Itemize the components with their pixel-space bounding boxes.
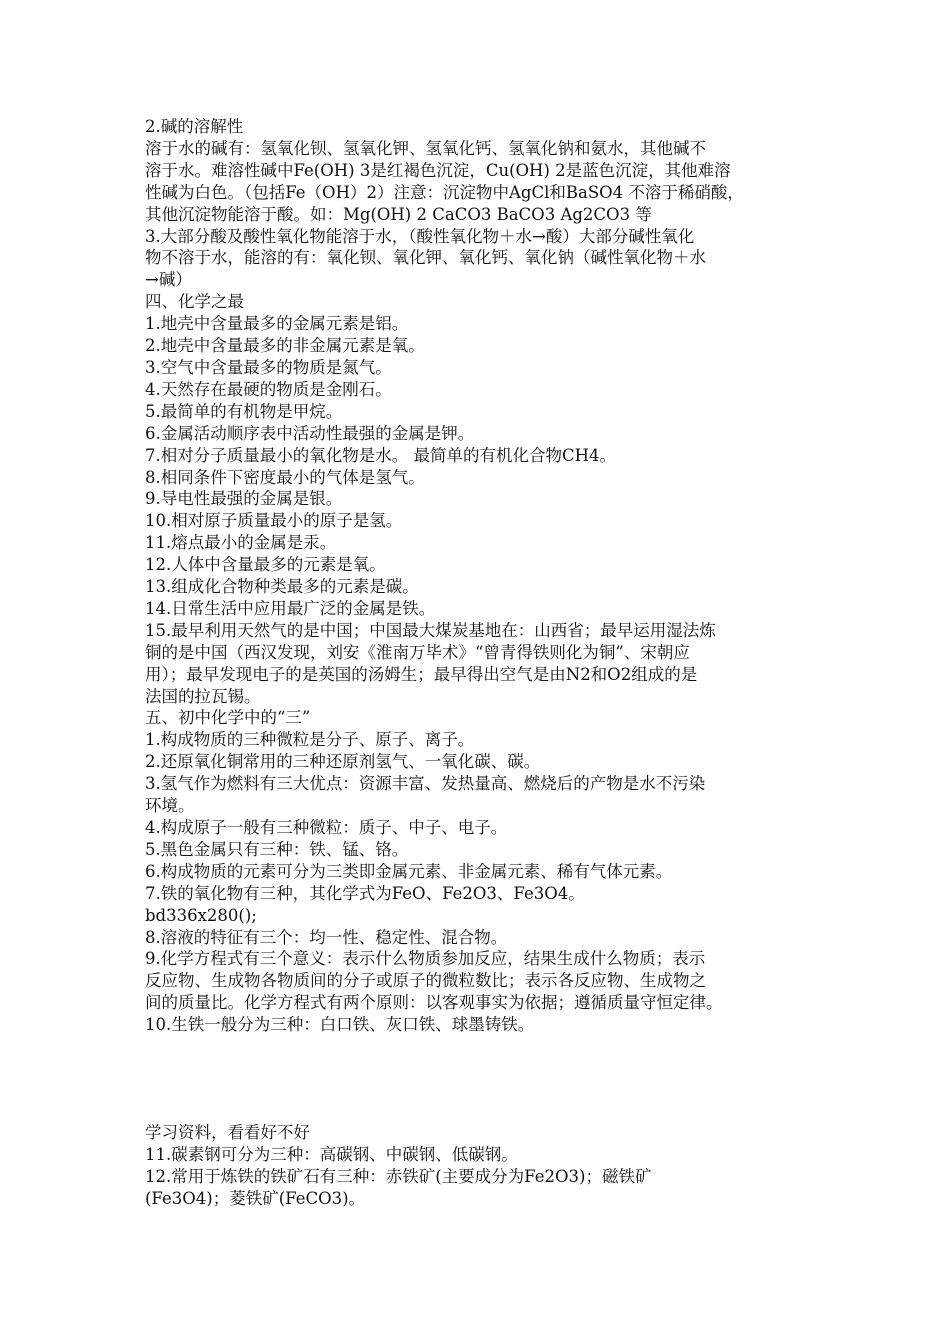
section-heading: 五、初中化学中的“三” (145, 708, 311, 728)
text-line: 15.最早利用天然气的是中国；中国最大煤炭基地在：山西省；最早运用湿法炼 (145, 620, 716, 640)
text-line: 11.熔点最小的金属是汞。 (145, 533, 337, 553)
text-line: 2.碱的溶解性 (145, 117, 244, 136)
text-line: 物不溶于水，能溶的有：氧化钡、氧化钾、氧化钙、氧化钠（碱性氧化物＋水 (145, 248, 706, 268)
text-line: 5.黑色金属只有三种：铁、锰、铬。 (145, 839, 409, 859)
text-line: 10.相对原子质量最小的原子是氢。 (145, 511, 403, 531)
text-line: 4.构成原子一般有三种微粒：质子、中子、电子。 (145, 818, 508, 837)
text-line: 9.导电性最强的金属是银。 (145, 489, 343, 509)
text-line: 间的质量比。化学方程式有两个原则：以客观事实为依据；遵循质量守恒定律。 (145, 993, 723, 1013)
text-line: bd336x280(); (145, 905, 257, 925)
text-line: 12.人体中含量最多的元素是氧。 (145, 555, 386, 575)
text-line: 11.碳素钢可分为三种：高碳钢、中碳钢、低碳钢。 (145, 1144, 518, 1164)
text-line: 7.相对分子质量最小的氧化物是水。 最简单的有机化合物CH4。 (145, 445, 616, 465)
text-line: 3.氢气作为燃料有三大优点：资源丰富、发热量高、燃烧后的产物是水不污染 (145, 774, 706, 794)
text-line: 法国的拉瓦锡。 (145, 686, 261, 706)
text-line: 其他沉淀物能溶于酸。如：Mg(OH) 2 CaCO3 BaCO3 Ag2CO3 等 (145, 204, 652, 224)
text-line: 3.空气中含量最多的物质是氮气。 (145, 357, 392, 377)
text-line: 12.常用于炼铁的铁矿石有三种：赤铁矿(主要成分为Fe2O3)；磁铁矿 (145, 1166, 652, 1186)
text-line: 6.金属活动顺序表中活动性最强的金属是钾。 (145, 423, 475, 443)
text-line: 13.组成化合物种类最多的元素是碳。 (145, 577, 419, 597)
text-line: 1.构成物质的三种微粒是分子、原子、离子。 (145, 730, 475, 750)
text-line: 3.大部分酸及酸性氧化物能溶于水，（酸性氧化物＋水→酸）大部分碱性氧化 (145, 226, 695, 246)
text-line: 环境。 (145, 796, 195, 816)
text-line: 6.构成物质的元素可分为三类即金属元素、非金属元素、稀有气体元素。 (145, 861, 673, 881)
text-line: 溶于水的碱有：氢氧化钡、氢氧化钾、氢氧化钙、氢氧化钠和氨水，其他碱不 (145, 138, 706, 158)
text-line: 溶于水。难溶性碱中Fe(OH) 3是红褐色沉淀，Cu(OH) 2是蓝色沉淀，其他难溶 (145, 160, 731, 180)
text-line: 8.溶液的特征有三个：均一性、稳定性、混合物。 (145, 927, 508, 947)
text-line: 性碱为白色。（包括Fe（OH）2）注意：沉淀物中AgCl和BaSO4 不溶于稀硝酸， (145, 182, 744, 202)
section-heading: 四、化学之最 (145, 292, 244, 312)
text-line: (Fe3O4)；菱铁矿(FeCO3)。 (145, 1188, 366, 1208)
text-line: 8.相同条件下密度最小的气体是氢气。 (145, 467, 425, 487)
text-line: 14.日常生活中应用最广泛的金属是铁。 (145, 598, 436, 618)
text-line: 2.地壳中含量最多的非金属元素是氧。 (145, 336, 425, 356)
text-line: 2.还原氧化铜常用的三种还原剂氢气、一氧化碳、碳。 (145, 752, 541, 772)
text-line: 用）；最早发现电子的是英国的汤姆生；最早得出空气是由N2和O2组成的是 (145, 664, 698, 684)
text-line: 5.最简单的有机物是甲烷。 (145, 401, 343, 421)
text-line: 7.铁的氧化物有三种，其化学式为FeO、Fe2O3、Fe3O4。 (145, 883, 585, 903)
footer-text-block (145, 1122, 810, 1210)
text-line: 4.天然存在最硬的物质是金刚石。 (145, 379, 392, 399)
footer-note: 学习资料，看看好不好 (145, 1123, 310, 1142)
text-line: 反应物、生成物各物质间的分子或原子的微粒数比；表示各反应物、生成物之 (145, 971, 706, 991)
main-text-block (145, 116, 810, 1036)
text-line: 铜的是中国（西汉发现，刘安《淮南万毕术》“曾青得铁则化为铜”、宋朝应 (145, 642, 690, 662)
text-line: 10.生铁一般分为三种：白口铁、灰口铁、球墨铸铁。 (145, 1015, 535, 1035)
text-line: 9.化学方程式有三个意义：表示什么物质参加反应，结果生成什么物质；表示 (145, 949, 706, 969)
text-line: →碱） (145, 270, 192, 290)
text-line: 1.地壳中含量最多的金属元素是铝。 (145, 314, 409, 334)
